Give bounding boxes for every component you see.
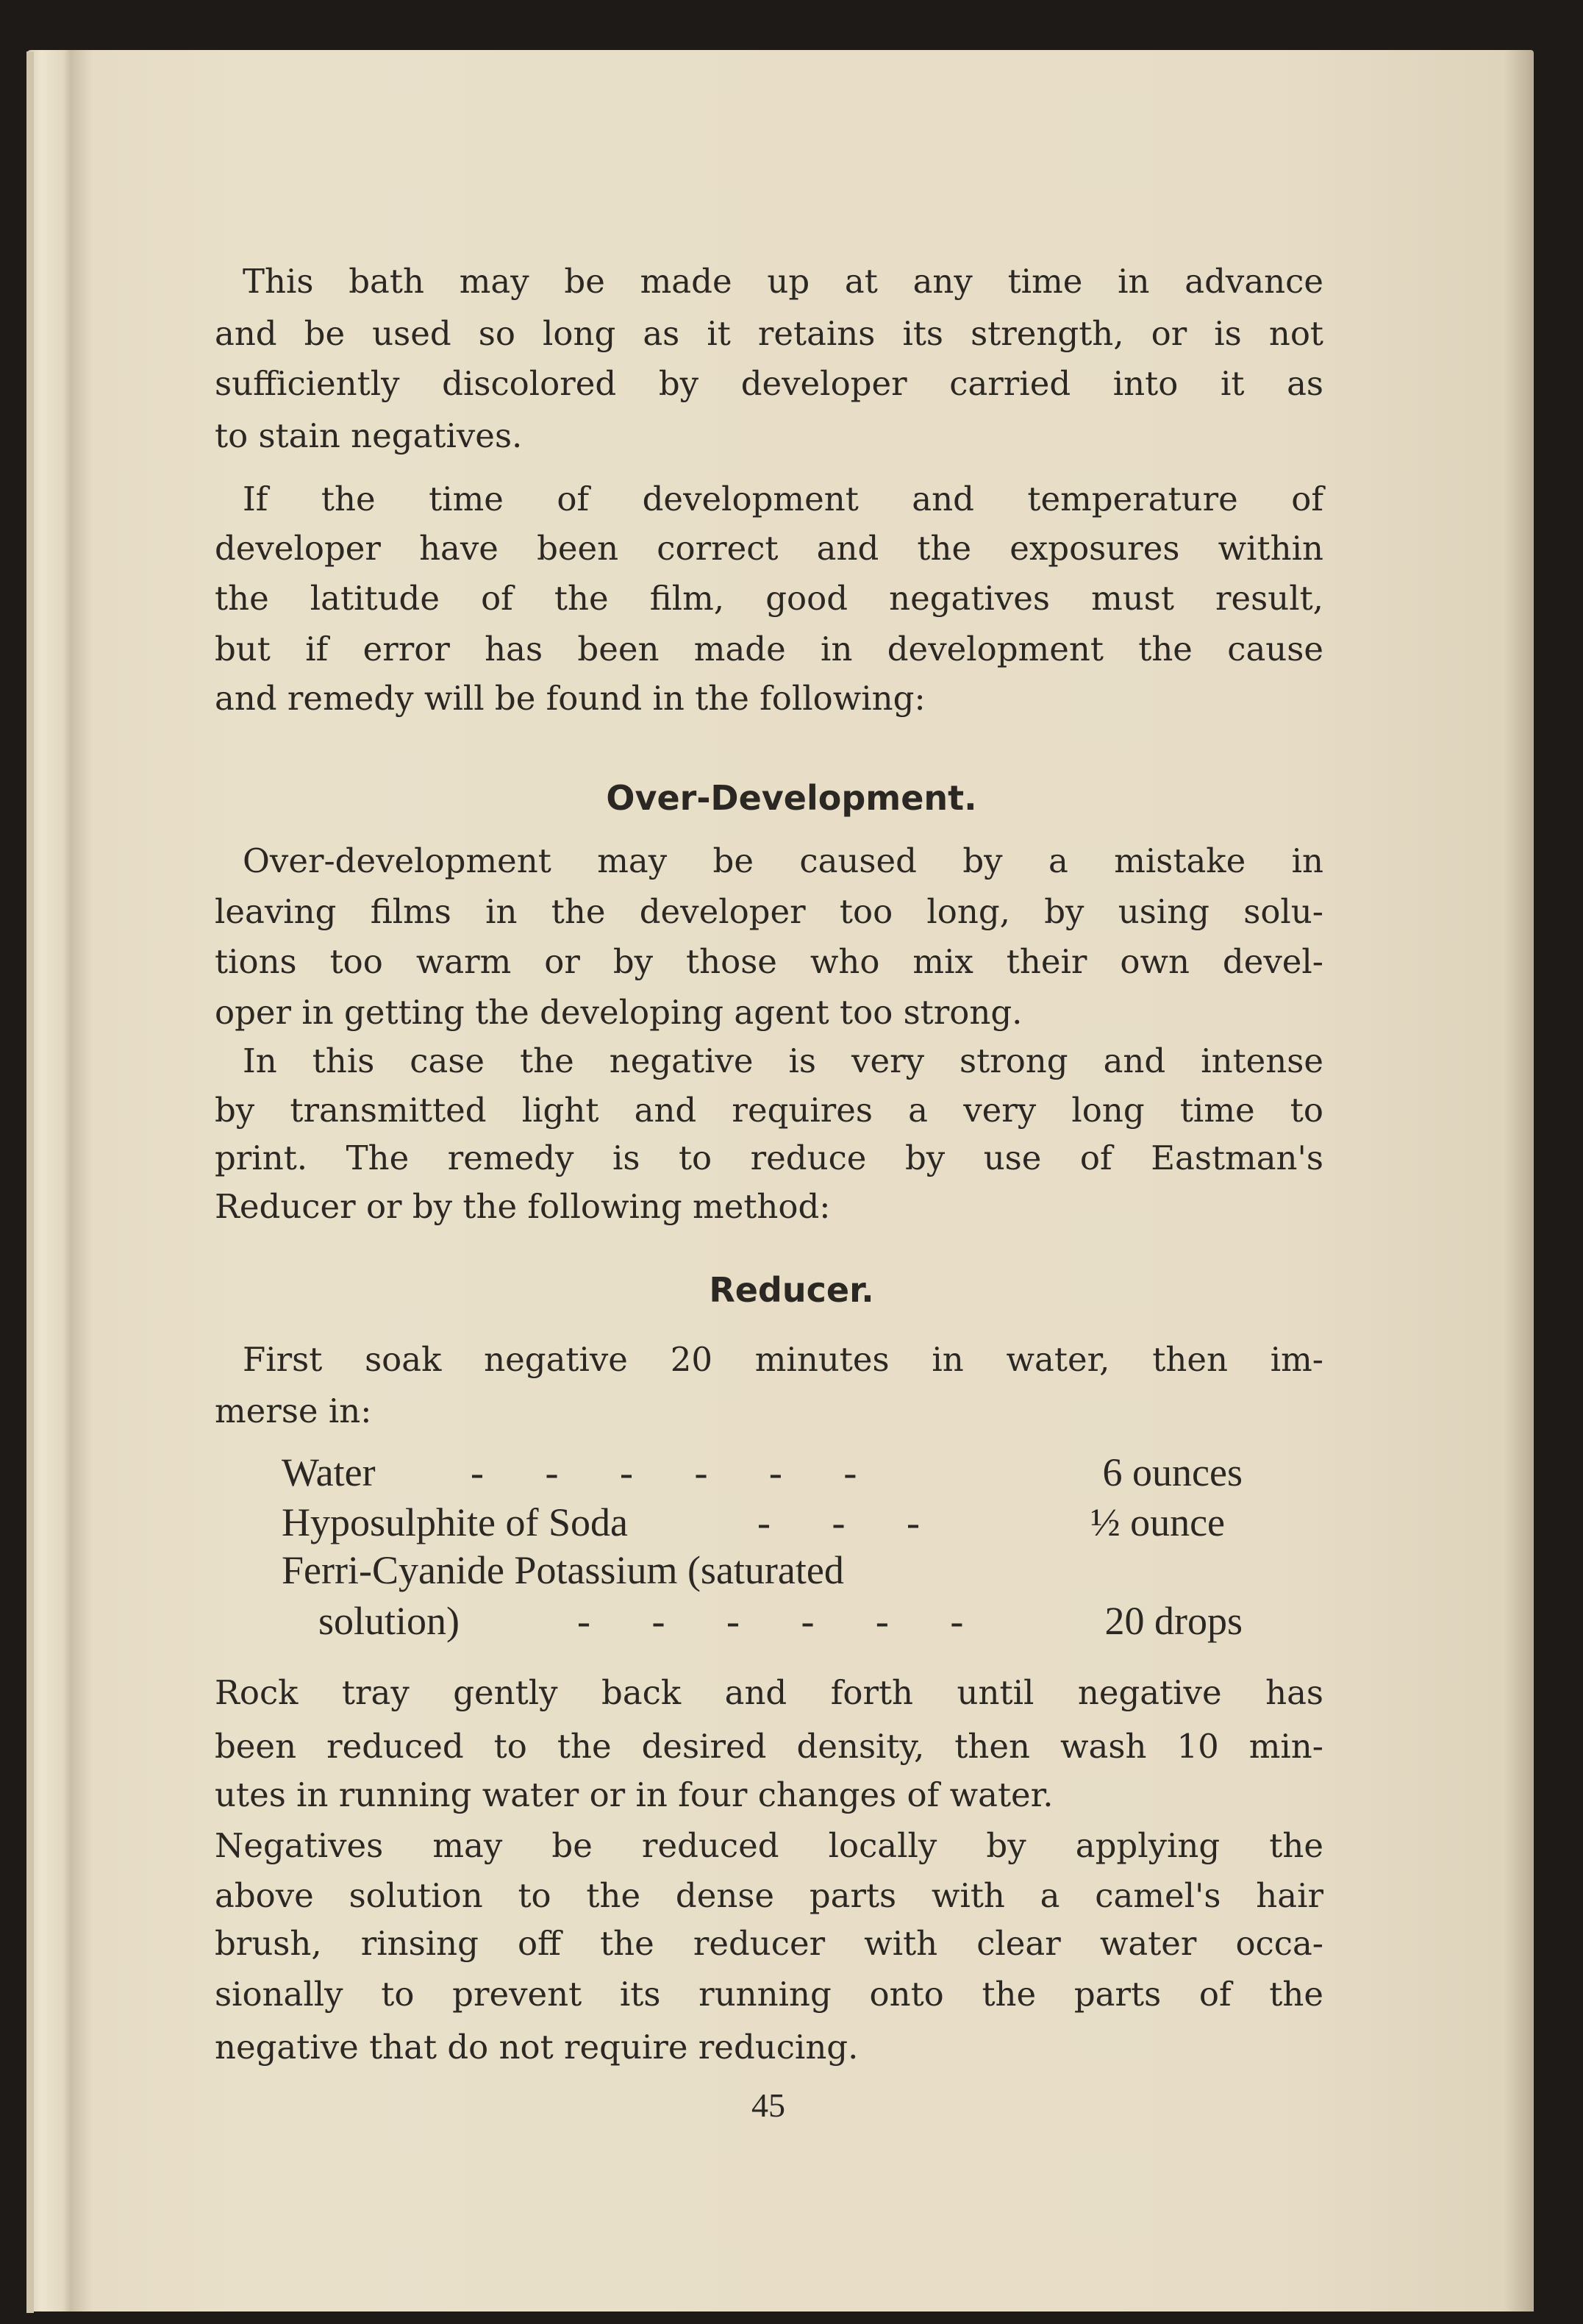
ingredient: solution)	[318, 1599, 460, 1643]
text-line: above solution to the dense parts with a camel's hair	[215, 1876, 1323, 1915]
text-line: If the time of development and temperature of	[243, 480, 1323, 518]
text-line: and be used so long as it retains its strength, or is not	[215, 314, 1323, 353]
text-line: utes in running water or in four changes of water.	[215, 1775, 1054, 1814]
amount: ½ ounce	[1090, 1500, 1225, 1544]
text-line: been reduced to the desired density, then wash 10 min-	[215, 1727, 1323, 1766]
text-line: merse in:	[215, 1391, 372, 1430]
leader-dots: - - - - - -	[471, 1450, 857, 1494]
amount: 6 ounces	[1102, 1450, 1243, 1494]
text-line: Reducer or by the following method:	[215, 1187, 831, 1226]
text-line: oper in getting the developing agent too strong.	[215, 993, 1023, 1032]
text-line: leaving films in the developer too long, by using solu-	[215, 892, 1323, 931]
text-line: the latitude of the film, good negatives must result,	[215, 579, 1323, 618]
page-gutter	[26, 51, 34, 2313]
heading-over-development: Over-Development.	[606, 778, 977, 818]
ingredient: Ferri-Cyanide Potassium (saturated	[282, 1548, 844, 1592]
text-line: brush, rinsing off the reducer with clear water occa-	[215, 1924, 1323, 1963]
page-number: 45	[751, 2086, 785, 2124]
heading-reducer: Reducer.	[709, 1270, 874, 1310]
text-line: by transmitted light and requires a very long time to	[215, 1091, 1323, 1130]
text-line: and remedy will be found in the following:	[215, 679, 926, 718]
ingredient: Hyposulphite of Soda	[282, 1500, 628, 1544]
amount: 20 drops	[1104, 1599, 1243, 1643]
text-line: Rock tray gently back and forth until negative has	[215, 1673, 1323, 1712]
text-line: Negatives may be reduced locally by applying the	[215, 1826, 1323, 1865]
text-line: but if error has been made in development the cause	[215, 630, 1323, 669]
text-line: First soak negative 20 minutes in water, then im-	[243, 1340, 1323, 1379]
leader-dots: - - -	[757, 1500, 920, 1544]
leader-dots: - - - - - -	[577, 1599, 964, 1643]
text-line: developer have been correct and the exposures within	[215, 529, 1323, 568]
text-line: sufficiently discolored by developer carried into it as	[215, 364, 1323, 403]
text-line: In this case the negative is very strong and intense	[243, 1041, 1323, 1080]
text-line: sionally to prevent its running onto the parts of the	[215, 1975, 1323, 2014]
text-line: Over-development may be caused by a mistake in	[243, 841, 1323, 880]
text-line: negative that do not require reducing.	[215, 2028, 859, 2067]
text-line: to stain negatives.	[215, 416, 523, 455]
text-line: This bath may be made up at any time in advance	[243, 262, 1323, 301]
ingredient: Water	[282, 1450, 376, 1494]
text-line: print. The remedy is to reduce by use of Eastman's	[215, 1138, 1323, 1177]
text-line: tions too warm or by those who mix their own devel-	[215, 942, 1323, 981]
